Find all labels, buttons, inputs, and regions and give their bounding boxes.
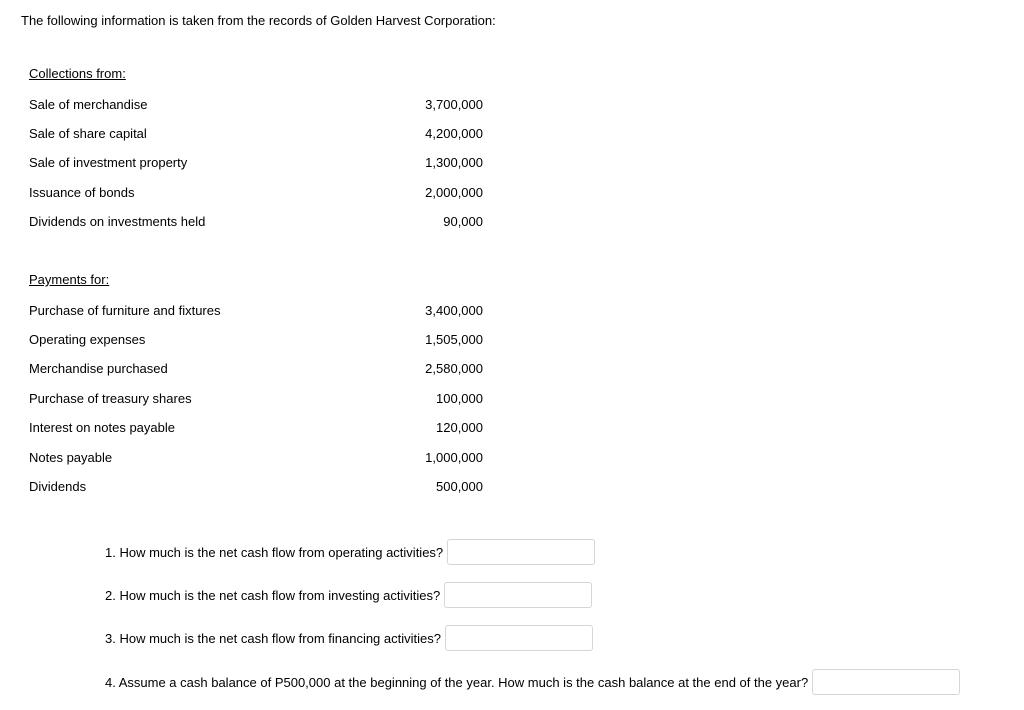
question-text: 1. How much is the net cash flow from operating activities? (105, 544, 444, 560)
row-label: Operating expenses (29, 331, 146, 347)
collections-header: Collections from: (29, 66, 126, 81)
row-amount: 3,700,000 (425, 96, 483, 112)
row-label: Dividends (29, 478, 87, 494)
row-label: Purchase of furniture and fixtures (29, 302, 221, 318)
payment-row (29, 477, 483, 495)
question-text: 4. Assume a cash balance of P500,000 at the beginning of the year. How much is the cash balance at the end of the year? (105, 674, 809, 690)
payment-row (29, 359, 483, 377)
payment-row (29, 301, 483, 319)
question-text: 3. How much is the net cash flow from financing activities? (105, 630, 441, 646)
row-label: Merchandise purchased (29, 360, 168, 376)
collection-row (29, 183, 483, 201)
collection-row (29, 212, 483, 230)
question-2 (105, 581, 592, 609)
row-amount: 100,000 (436, 390, 483, 406)
intro-text: The following information is taken from the records of Golden Harvest Corporation: (21, 13, 496, 28)
row-label: Interest on notes payable (29, 419, 175, 435)
question-4 (105, 668, 960, 696)
payment-row (29, 389, 483, 407)
question-text: 2. How much is the net cash flow from investing activities? (105, 587, 441, 603)
row-label: Sale of share capital (29, 125, 147, 141)
collection-row (29, 153, 483, 171)
row-label: Sale of investment property (29, 154, 188, 170)
row-amount: 4,200,000 (425, 125, 483, 141)
row-amount: 90,000 (443, 213, 483, 229)
row-amount: 500,000 (436, 478, 483, 494)
ending-cash-balance-input[interactable] (812, 669, 960, 695)
collection-row (29, 95, 483, 113)
payments-header: Payments for: (29, 272, 110, 287)
investing-cash-flow-input[interactable] (444, 582, 592, 608)
payment-row (29, 330, 483, 348)
question-1 (105, 538, 595, 566)
row-label: Purchase of treasury shares (29, 390, 192, 406)
operating-cash-flow-input[interactable] (447, 539, 595, 565)
payment-row (29, 448, 483, 466)
row-amount: 2,580,000 (425, 360, 483, 376)
collection-row (29, 124, 483, 142)
row-amount: 3,400,000 (425, 302, 483, 318)
financing-cash-flow-input[interactable] (445, 625, 593, 651)
row-amount: 1,300,000 (425, 154, 483, 170)
row-amount: 1,000,000 (425, 449, 483, 465)
payment-row (29, 418, 483, 436)
question-3 (105, 624, 593, 652)
row-label: Sale of merchandise (29, 96, 148, 112)
row-label: Dividends on investments held (29, 213, 206, 229)
row-label: Notes payable (29, 449, 113, 465)
row-amount: 2,000,000 (425, 184, 483, 200)
row-amount: 120,000 (436, 419, 483, 435)
row-amount: 1,505,000 (425, 331, 483, 347)
row-label: Issuance of bonds (29, 184, 135, 200)
